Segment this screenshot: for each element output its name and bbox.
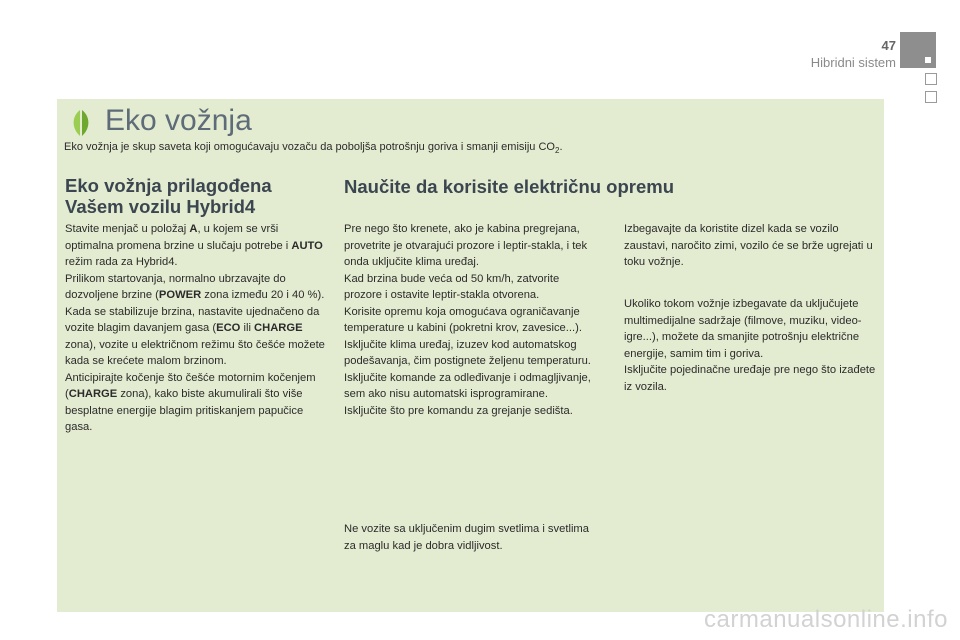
right-section-heading: Naučite da korisite električnu opremu (344, 176, 675, 197)
paragraph: Isključite pojedinačne uređaje pre nego što izađete iz vozila. (624, 364, 876, 393)
chapter-tab-active[interactable] (900, 32, 936, 68)
intro-text: Eko vožnja je skup saveta koji omogućavaju vozaču da poboljša potrošnju goriva i smanji emisiju $CO_2$. (64, 141, 563, 156)
paragraph: Korisite opremu koja omogućava ograničavanje temperature u kabini (pokretni krov, zavesice...). (344, 305, 582, 334)
chapter-tab[interactable] (925, 91, 937, 103)
paragraph: Stavite menjač u položaj A, u kojem se vrši optimalna promena brzine u slučaju potrebe i AUTO režim rada za Hybrid4. (65, 223, 323, 268)
right-column-body (624, 221, 879, 271)
page-number: 47 (881, 38, 896, 53)
paragraph: Prilikom startovanja, normalno ubrzavajte do dozvoljene brzine (POWER zona između 20 i 40 %). (65, 272, 325, 301)
middle-column-note (344, 521, 596, 554)
paragraph: Kada se stabilizuje brzina, nastavite ujednačeno da vozite blagim davanjem gasa (ECO ili CHARGE zona), vozite u električnom režimu što češće možete kada se krećete malom brzinom. (65, 305, 325, 367)
paragraph: Pre nego što krenete, ako je kabina pregrejana, provetrite je otvarajući prozore i leptir-stakla, i tek onda uključite klima uređaj. (344, 223, 588, 268)
paragraph: Kad brzina bude veća od 50 km/h, zatvorite prozore i ostavite leptir-stakla otvorena. (344, 272, 560, 301)
paragraph: Isključite što pre komandu za grejanje sedišta. (344, 404, 573, 417)
watermark: carmanualsonline.info (704, 606, 948, 633)
paragraph: Ne vozite sa uključenim dugim svetlima i svetlima za maglu kad je dobra vidljivost. (344, 523, 589, 552)
paragraph: Isključite komande za odleđivanje i odmagljivanje, sem ako nisu automatski isprogramirane. (344, 371, 591, 400)
middle-column-body (344, 221, 596, 419)
paragraph: Izbegavajte da koristite dizel kada se vozilo zaustavi, naročito zimi, vozilo će se brže ugrejati u toku vožnje. (624, 223, 873, 268)
paragraph: Isključite klima uređaj, izuzev kod automatskog podešavanja, čim postignete željenu temperaturu. (344, 338, 591, 367)
page-title: Eko vožnja (105, 104, 252, 137)
left-column-body (65, 221, 327, 436)
chapter-tab[interactable] (925, 73, 937, 85)
paragraph: Ukoliko tokom vožnje izbegavate da uključujete multimedijalne sadržaje (filmove, muziku, video-igre...), možete da smanjite potrošnju električne energije, samim tim i goriva. (624, 298, 862, 360)
right-column-body-2 (624, 296, 879, 395)
left-column-heading: Eko vožnja prilagođena Vašem vozilu Hybrid4 (65, 175, 272, 217)
paragraph: Anticipirajte kočenje što češće motornim kočenjem (CHARGE zona), kako biste akumulirali što više besplatne energije blagim pritiskanjem papučice gasa. (65, 371, 316, 433)
leaf-icon (68, 108, 94, 138)
tab-marker (925, 57, 931, 63)
section-title: Hibridni sistem (810, 55, 896, 70)
